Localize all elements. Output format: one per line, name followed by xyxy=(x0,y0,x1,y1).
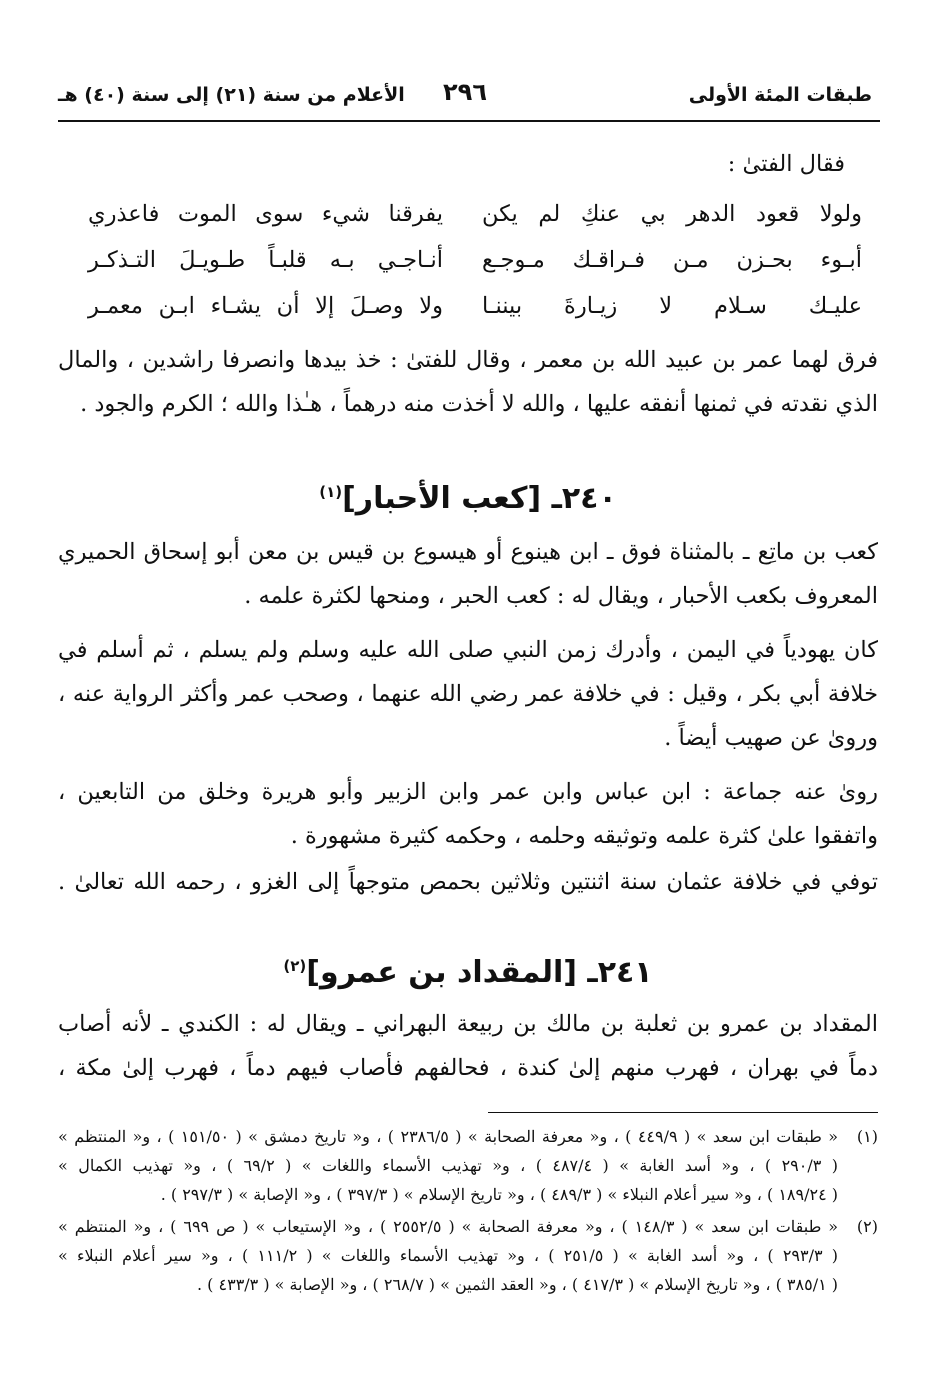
paragraph-line: المعروف بكعب الأحبار ، ويقال له : كعب الحبر ، ومنحها لكثرة علمه . xyxy=(244,583,878,609)
paragraph-line: كعب بن ماتِع ـ بالمثناة فوق ـ ابن هينوع أو هيسوع بن قيس بن معن أبو إسحاق الحميري xyxy=(58,539,878,565)
poem-second-hemistich: أنـاجـي بـه قلبـاً طـويـلَ التـذكـر xyxy=(88,247,443,273)
footnote-line: « طبقات ابن سعد » ( ١٤٨/٣ ) ، و« معرفة الصحابة » ( ٢٥٥٢/٥ ) ، و« الإستيعاب » ( ص ٦٩٩ ) ، و« المنتظم » xyxy=(58,1217,838,1236)
header-rule xyxy=(58,120,880,122)
footnote-ref: (١) xyxy=(319,483,343,501)
footnote-line: ( ٣٨٥/١ ) ، و« تاريخ الإسلام » ( ٤١٧/٣ ) ، و« العقد الثمين » ( ٢٦٨/٧ ) ، و« الإصابة » ( ٤٣٣/٣ ) . xyxy=(197,1275,838,1294)
footnote-line: ( ٢٩٠/٣ ) ، و« أسد الغابة » ( ٤٨٧/٤ ) ، و« تهذيب الأسماء واللغات » ( ٦٩/٢ ) ، و« تهذيب الكمال » xyxy=(58,1156,838,1175)
entry-heading-241 xyxy=(58,944,878,995)
paragraph-line: روىٰ عنه جماعة : ابن عباس وابن عمر وابن الزبير وأبو هريرة وخلق من التابعين ، xyxy=(58,779,878,805)
entry-title: ٢٤١ـ [المقداد بن عمرو] xyxy=(306,955,653,990)
entry-heading-240 xyxy=(58,470,878,521)
footnote-number: (١) xyxy=(856,1127,878,1146)
footnote-line: ( ١٨٩/٢٤ ) ، و« سير أعلام النبلاء » ( ٤٨٩/٣ ) ، و« تاريخ الإسلام » ( ٣٩٧/٣ ) ، و« الإصابة » ( ٢٩٧/٣ ) . xyxy=(160,1185,838,1204)
story-line: الذي نقدته في ثمنها أنفقه عليها ، والله لا أخذت منه درهماً ، هـٰذا والله ؛ الكرم والجود . xyxy=(80,391,878,417)
book-title: طبقات المئة الأولى xyxy=(688,84,872,106)
volume-range: الأعلام من سنة (٢١) إلى سنة (٤٠) هـ xyxy=(58,84,405,106)
footnote-rule xyxy=(488,1112,878,1113)
entry-title: ٢٤٠ـ [كعب الأحبار] xyxy=(342,481,617,516)
paragraph-line: خلافة أبي بكر ، وقيل : في خلافة عمر رضي الله عنهما ، وصحب عمر وأكثر الرواية عنه ، xyxy=(58,681,878,707)
poem-first-hemistich: أبـوء بحـزن مـن فـراقـك مـوجـع xyxy=(482,247,862,273)
poem-second-hemistich: ولا وصـلَ إلا أن يشـاء ابـن معمـر xyxy=(88,293,443,319)
paragraph-line: وروىٰ عن صهيب أيضاً . xyxy=(664,725,878,751)
running-header xyxy=(58,78,872,114)
footnote-ref: (٢) xyxy=(283,957,307,975)
paragraph-line: المقداد بن عمرو بن ثعلبة بن مالك بن ربيعة البهراني ـ ويقال له : الكندي ـ لأنه أصاب xyxy=(58,1011,878,1037)
poem-first-hemistich: عليـك سـلام لا زيـارةَ بيننـا xyxy=(482,293,862,319)
footnote-line: « طبقات ابن سعد » ( ٤٤٩/٩ ) ، و« معرفة الصحابة » ( ٢٣٨٦/٥ ) ، و« تاريخ دمشق » ( ١٥١/٥٠ ) ، و« المنتظم » xyxy=(58,1127,838,1146)
poem-intro: فقال الفتىٰ : xyxy=(727,151,845,177)
paragraph-line: دماً في بهران ، فهرب منهم إلىٰ كندة ، فحالفهم فأصاب فيهم دماً ، فهرب إلىٰ مكة ، xyxy=(58,1055,878,1081)
poem-second-hemistich: يفرقنا شيء سوى الموت فاعذري xyxy=(88,201,443,227)
paragraph-line: توفي في خلافة عثمان سنة اثنتين وثلاثين بحمص متوجهاً إلى الغزو ، رحمه الله تعالىٰ . xyxy=(58,869,878,895)
footnote-number: (٢) xyxy=(856,1217,878,1236)
story-line: فرق لهما عمر بن عبيد الله بن معمر ، وقال للفتىٰ : خذ بيدها وانصرفا راشدين ، والمال xyxy=(58,347,878,373)
poem-first-hemistich: ولولا قعود الدهر بي عنكِ لم يكن xyxy=(482,201,862,227)
paragraph-line: واتفقوا علىٰ كثرة علمه وتوثيقه وحلمه ، وحكمه كثيرة مشهورة . xyxy=(290,823,878,849)
paragraph-line: كان يهودياً في اليمن ، وأدرك زمن النبي صلى الله عليه وسلم ولم يسلم ، ثم أسلم في xyxy=(58,637,878,663)
footnote-line: ( ٢٩٣/٣ ) ، و« أسد الغابة » ( ٢٥١/٥ ) ، و« تهذيب الأسماء واللغات » ( ١١١/٢ ) ، و« سير أعلام النبلاء » xyxy=(58,1246,838,1265)
page-number: ٢٩٦ xyxy=(443,78,487,106)
